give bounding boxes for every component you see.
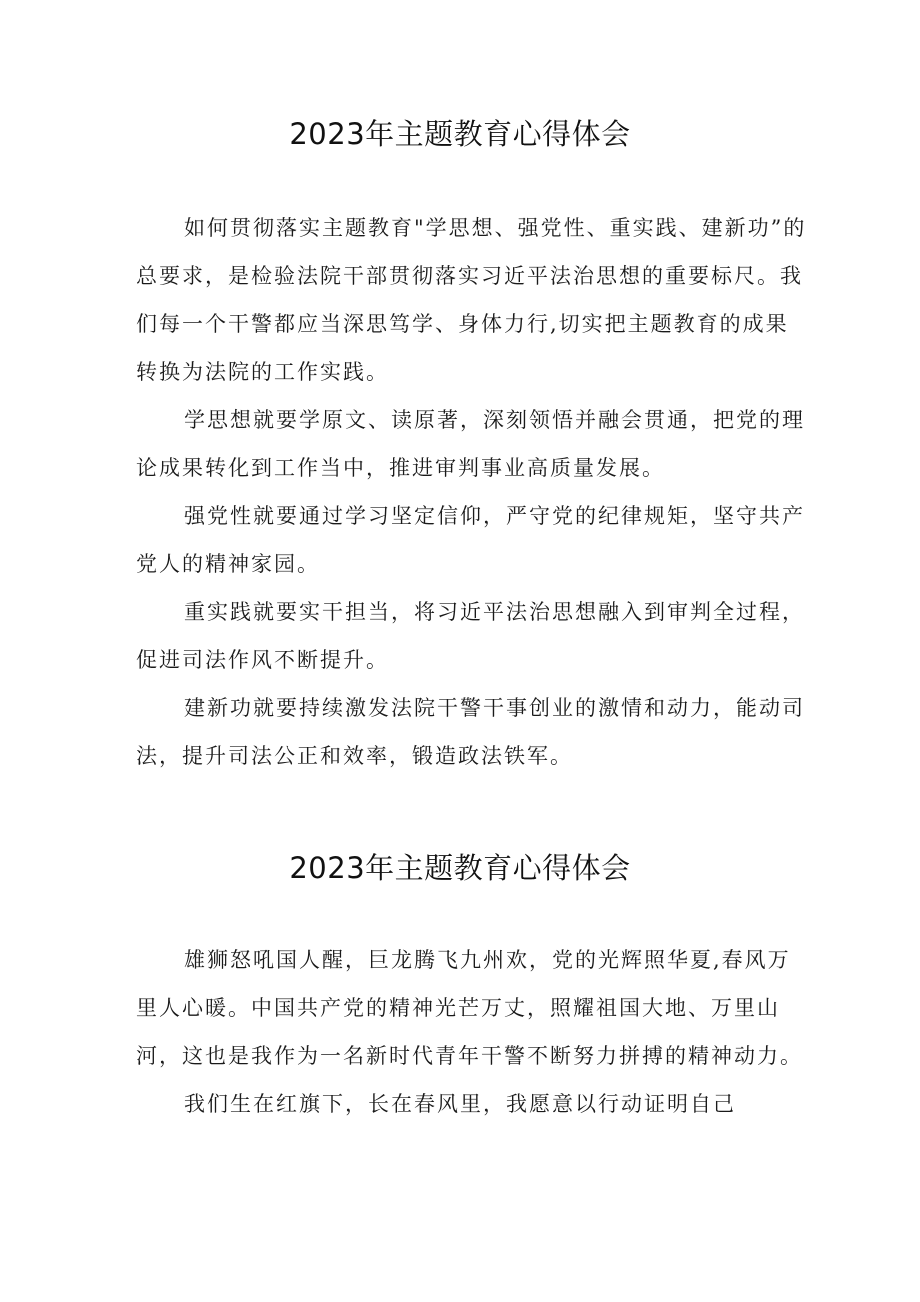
- section-1-paragraph-3: 强党性就要通过学习坚定信仰，严守党的纪律规矩，坚守共产党人的精神家园。: [136, 504, 805, 576]
- section-1-paragraph-1: 如何贯彻落实主题教育"学思想、强党性、重实践、建新功”的总要求，是检验法院干部贯彻落实习近平法治思想的重要标尺。我们每一个干警都应当深思笃学、身体力行,切实把主题教育的成果转换为法院的工作实践。: [136, 216, 807, 384]
- section-2-title: 2023年主题教育心得体会: [289, 851, 631, 885]
- section-1-paragraph-4: 重实践就要实干担当，将习近平法治思想融入到审判全过程，促进司法作风不断提升。: [136, 600, 805, 672]
- section-1-paragraph-5: 建新功就要持续激发法院干警干事创业的激情和动力，能动司法，提升司法公正和效率，锻造政法铁军。: [136, 696, 805, 768]
- section-1-paragraph-2: 学思想就要学原文、读原著，深刻领悟并融会贯通，把党的理论成果转化到工作当中，推进审判事业高质量发展。: [136, 408, 805, 480]
- section-2-paragraph-1: 雄狮怒吼国人醒，巨龙腾飞九州欢，党的光辉照华夏,春风万里人心暖。中国共产党的精神光芒万丈，照耀祖国大地、万里山河，这也是我作为一名新时代青年干警不断努力拼搏的精神动力。: [136, 948, 803, 1068]
- section-2-paragraph-2: 我们生在红旗下，长在春风里，我愿意以行动证明自己: [184, 1092, 736, 1116]
- section-1-title: 2023年主题教育心得体会: [289, 117, 631, 151]
